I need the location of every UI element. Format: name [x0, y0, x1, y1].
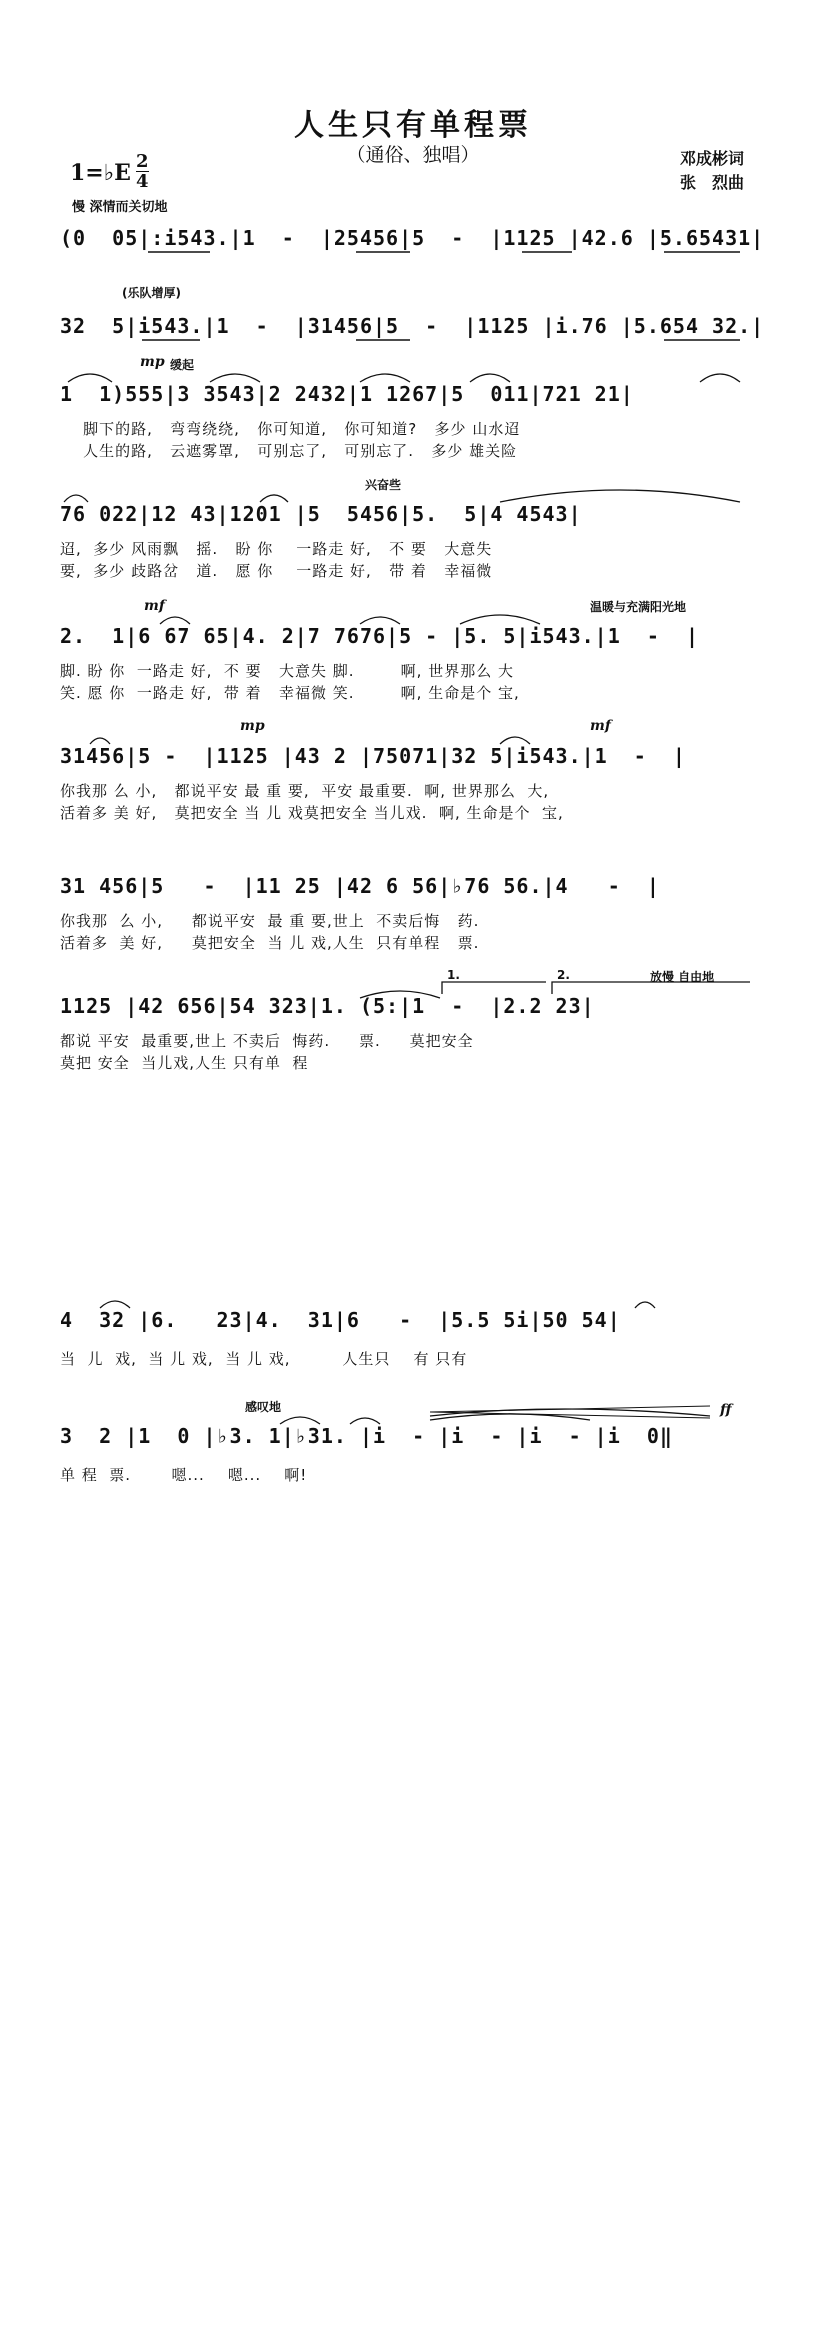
slur-marks	[60, 1294, 760, 1340]
time-bottom: 4	[136, 171, 149, 192]
staff-line: 4 32 |6. 23|4. 31|6 - |5.5 5i|50 54|	[60, 1308, 621, 1332]
lyric-verse-2: 活着多 美 好, 莫把安全 当 儿 戏莫把安全 当儿戏. 啊, 生命是个 宝,	[60, 804, 564, 822]
staff-line: 1 1)555|3 3543|2 2432|1 1267|5 011|721 21|	[60, 382, 634, 406]
slur-marks	[60, 488, 760, 534]
mark-start: 缓起	[170, 358, 195, 372]
staff-line: 32 5|i543.|1 - |31456|5 - |1125 |i.76 |5.654 32.|	[60, 314, 765, 338]
score-subtitle: （通俗、独唱）	[346, 144, 480, 166]
time-signature	[136, 152, 149, 191]
score-title: 人生只有单程票	[294, 108, 532, 143]
mark-orchestra: (乐队增厚)	[122, 286, 181, 300]
key-signature: 1=♭E	[70, 160, 131, 186]
volta-1: 1.	[447, 968, 460, 982]
slur-marks	[60, 368, 760, 414]
dynamic-mp: mp	[240, 718, 265, 734]
mark-slow-free: 放慢 自由地	[650, 970, 715, 984]
beam-lines	[60, 212, 765, 258]
staff-line: 2. 1|6 67 65|4. 2|7 7676|5 - |5. 5|i543.|1 - |	[60, 624, 700, 648]
dynamic-mf: mf	[144, 598, 165, 614]
volta-2: 2.	[557, 968, 570, 982]
staff-line: 31456|5 - |1125 |43 2 |75071|32 5|i543.|1 - |	[60, 744, 686, 768]
lyric-verse-1: 脚. 盼 你 一路走 好, 不 要 大意失 脚. 啊, 世界那么 大	[60, 662, 514, 680]
lyric-verse-2: 笑. 愿 你 一路走 好, 带 着 幸福微 笑. 啊, 生命是个 宝,	[60, 684, 520, 702]
mark-sigh: 感叹地	[245, 1400, 282, 1414]
dynamic-mf: mf	[590, 718, 611, 734]
lyricist-credit: 邓成彬词	[680, 149, 745, 168]
mark-warm: 温暖与充满阳光地	[590, 600, 687, 614]
tempo-marking: 慢 深情而关切地	[72, 200, 168, 215]
lyric-verse-1: 脚下的路, 弯弯绕绕, 你可知道, 你可知道? 多少 山水迢	[60, 420, 521, 438]
lyric-verse-1: 迢, 多少 风雨飘 摇. 盼 你 一路走 好, 不 要 大意失	[60, 540, 493, 558]
dynamic-ff: ff	[720, 1402, 732, 1418]
lyric-verse-2: 莫把 安全 当儿戏,人生 只有单 程	[60, 1054, 309, 1072]
lyric-verse-1: 当 儿 戏, 当 儿 戏, 当 儿 戏, 人生只 有 只有	[60, 1350, 468, 1368]
dynamic-mp: mp	[140, 354, 165, 370]
beam-lines	[60, 300, 765, 346]
lyric-verse-1: 你我那 么 小, 都说平安 最 重 要, 平安 最重要. 啊, 世界那么 大,	[60, 782, 550, 800]
lyric-verse-2: 活着多 美 好, 莫把安全 当 儿 戏,人生 只有单程 票.	[60, 934, 480, 952]
slur-marks	[60, 610, 760, 656]
lyric-verse-2: 人生的路, 云遮雾罩, 可别忘了, 可别忘了. 多少 雄关险	[60, 442, 518, 460]
staff-line: 76 022|12 43|1201 |5 5456|5. 5|4 4543|	[60, 502, 582, 526]
composer-credit: 张 烈曲	[680, 173, 745, 192]
staff-line: 1125 |42 656|54 323|1. (5:|1 - |2.2 23|	[60, 994, 595, 1018]
lyric-verse-2: 要, 多少 歧路岔 道. 愿 你 一路走 好, 带 着 幸福微	[60, 562, 493, 580]
staff-line: (0 05|:i543.|1 - |25456|5 - |1125 |42.6 |5.65431|	[60, 226, 765, 250]
time-top: 2	[136, 151, 149, 172]
lyric-verse-1: 单 程 票. 嗯... 嗯... 啊!	[60, 1466, 308, 1484]
mark-excited: 兴奋些	[365, 478, 402, 492]
lyric-verse-1: 都说 平安 最重要,世上 不卖后 悔药. 票. 莫把安全	[60, 1032, 474, 1050]
staff-line: 3 2 |1 0 |♭3. 1|♭31. |i - |i - |i - |i 0‖	[60, 1424, 673, 1448]
slur-marks	[60, 730, 760, 776]
lyric-verse-1: 你我那 么 小, 都说平安 最 重 要,世上 不卖后悔 药.	[60, 912, 480, 930]
staff-line: 31 456|5 - |11 25 |42 6 56|♭76 56.|4 - |	[60, 874, 660, 898]
